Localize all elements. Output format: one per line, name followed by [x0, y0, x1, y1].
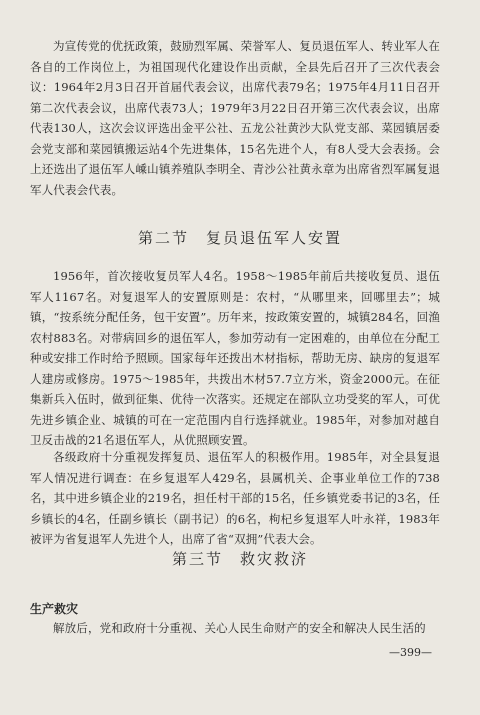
paragraph-disaster-relief-intro: 解放后，党和政府十分重视、关心人民生命财产的安全和解决人民生活的: [53, 621, 426, 635]
subsection-heading: 生产救灾: [30, 602, 79, 616]
paragraph-role-of-veterans: 各级政府十分重视发挥复员、退伍军人的积极作用。1985年，对全县复退军人情况进行调查：在乡复退军人429名，县属机关、企事业单位工作的738名，其中进乡镇企业的219名，担任村干部的15名，任乡镇党委书记的3名，任乡镇长的4名，任副乡镇长（副书记）的6名，枸杞乡复退军人叶永祥，1983年被评为省复退军人先进个人，出席了省“双拥”代表大会。: [30, 450, 440, 546]
paragraph-resettlement: 1956年，首次接收复员军人4名。1958～1985年前后共接收复员、退伍军人1167名。对复退军人的安置原则是：农村，“从哪里来，回哪里去”；城镇，“按系统分配任务，包干安置”。历年来，按政策安置的，城镇284名，回渔农村883名。对带病回乡的退伍军人，参加劳动有一定困难的，由单位在分配工种或安排工作时给予照顾。国家每年还拨出木材指标，帮助无房、缺房的复退军人建房或修房。1975～1985年，共拨出木材57.7立方米，资金2000元。在征集新兵入伍时，做到征集、优待一次落实。还规定在部队立功受奖的军人，可优先进乡镇企业、城镇的可在一定范围内自行选择就业。1985年，对参加对越自卫反击战的21名退伍军人，从优照顾安置。: [30, 269, 440, 447]
section-heading-2: 第二节 复员退伍军人安置: [137, 229, 342, 247]
section-heading-3: 第三节 救灾救济: [171, 550, 308, 568]
paragraph-representative-meetings: 为宣传党的优抚政策，鼓励烈军属、荣誉军人、复员退伍军人、转业军人在各自的工作岗位上，为祖国现代化建设作出贡献，全县先后召开了三次代表会议：1964年2月3日召开首届代表会议，出席代表79名；1975年4月11日召开第二次代表会议，出席代表73人；1979年3月22日召开第三次代表会议，出席代表130人，这次会议评选出金平公社、五龙公社黄沙大队党支部、菜园镇居委会党支部和菜园镇搬运站4个先进集体，15名先进个人，有8人受大会表扬。会上还选出了退伍军人嵊山镇养殖队李明全、青沙公社黄永章为出席省烈军属复退军人代表会代表。: [30, 39, 440, 197]
page-number: —399—: [389, 646, 432, 659]
